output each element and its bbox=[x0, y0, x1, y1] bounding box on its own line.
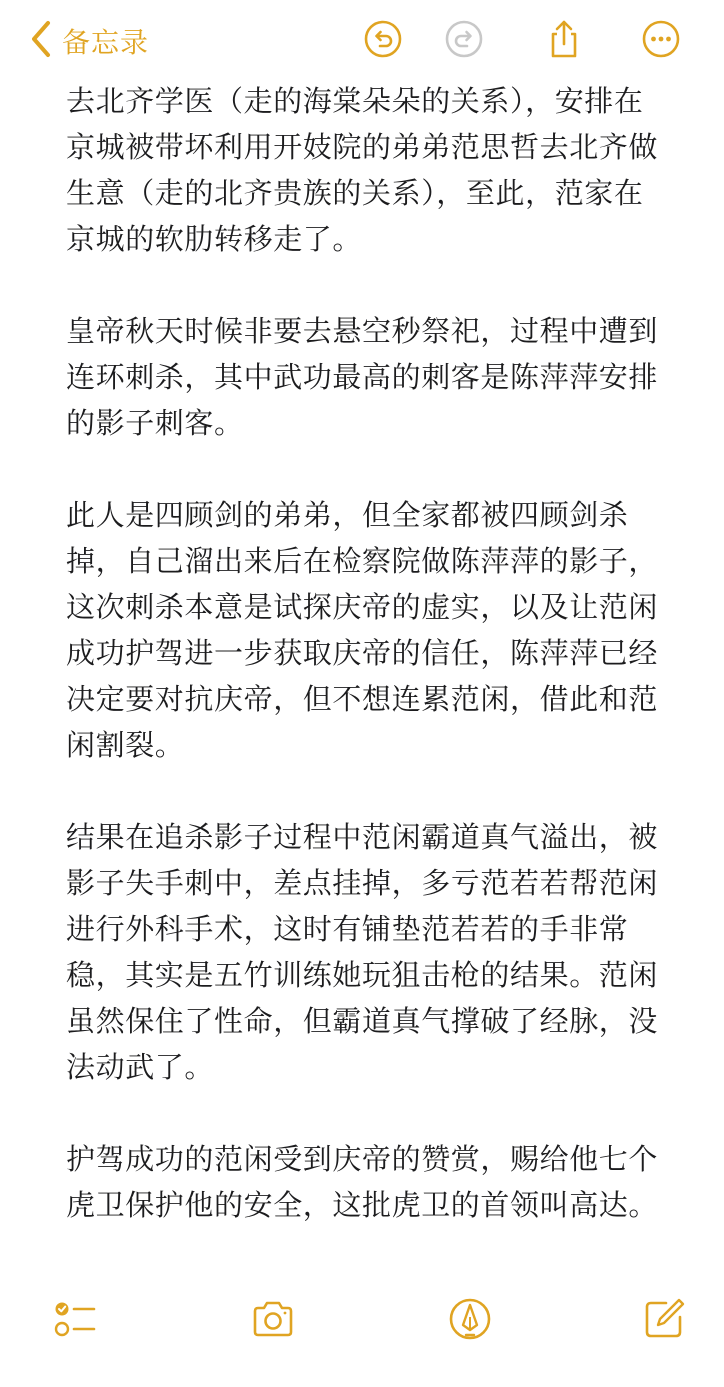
undo-icon bbox=[363, 19, 403, 63]
note-paragraph: 皇帝秋天时候非要去悬空秒祭祀，过程中遭到连环刺杀，其中武功最高的刺客是陈萍萍安排的影子刺客。 bbox=[66, 314, 659, 440]
more-button[interactable] bbox=[640, 20, 682, 62]
redo-button[interactable] bbox=[443, 20, 485, 62]
checklist-button[interactable] bbox=[51, 1298, 97, 1344]
camera-button[interactable] bbox=[250, 1298, 296, 1344]
note-paragraph: 此人是四顾剑的弟弟，但全家都被四顾剑杀掉，自己溜出来后在检察院做陈萍萍的影子，这次刺杀本意是试探庆帝的虚实，以及让范闲成功护驾进一步获取庆帝的信任，陈萍萍已经决定要对抗庆帝，但不想连累范闲，借此和范闲割裂。 bbox=[66, 498, 659, 762]
note-body[interactable] bbox=[66, 78, 666, 1228]
camera-icon bbox=[251, 1297, 295, 1345]
note-paragraph: 结果在追杀影子过程中范闲霸道真气溢出，被影子失手刺中，差点挂掉，多亏范若若帮范闲进行外科手术，这时有铺垫范若若的手非常稳，其实是五竹训练她玩狙击枪的结果。范闲虽然保住了性命，但霸道真气撑破了经脉，没法动武了。 bbox=[66, 820, 659, 1084]
bottom-toolbar bbox=[0, 1280, 724, 1387]
navigation-bar bbox=[0, 0, 724, 82]
back-button[interactable] bbox=[28, 18, 149, 64]
share-icon bbox=[544, 19, 584, 63]
redo-icon bbox=[444, 19, 484, 63]
undo-button[interactable] bbox=[362, 20, 404, 62]
more-icon bbox=[641, 19, 681, 63]
markup-button[interactable] bbox=[447, 1298, 493, 1344]
markup-pen-icon bbox=[448, 1297, 492, 1345]
checklist-icon bbox=[52, 1297, 96, 1345]
compose-button[interactable] bbox=[641, 1298, 687, 1344]
chevron-left-icon bbox=[28, 19, 54, 63]
compose-icon bbox=[642, 1297, 686, 1345]
back-button-label: 备忘录 bbox=[62, 26, 150, 59]
note-paragraph: 护驾成功的范闲受到庆帝的赞赏，赐给他七个虎卫保护他的安全，这批虎卫的首领叫高达。 bbox=[66, 1142, 659, 1222]
share-button[interactable] bbox=[543, 20, 585, 62]
note-paragraph: 去北齐学医（走的海棠朵朵的关系），安排在京城被带坏利用开妓院的弟弟范思哲去北齐做生意（走的北齐贵族的关系），至此，范家在京城的软肋转移走了。 bbox=[66, 84, 659, 256]
